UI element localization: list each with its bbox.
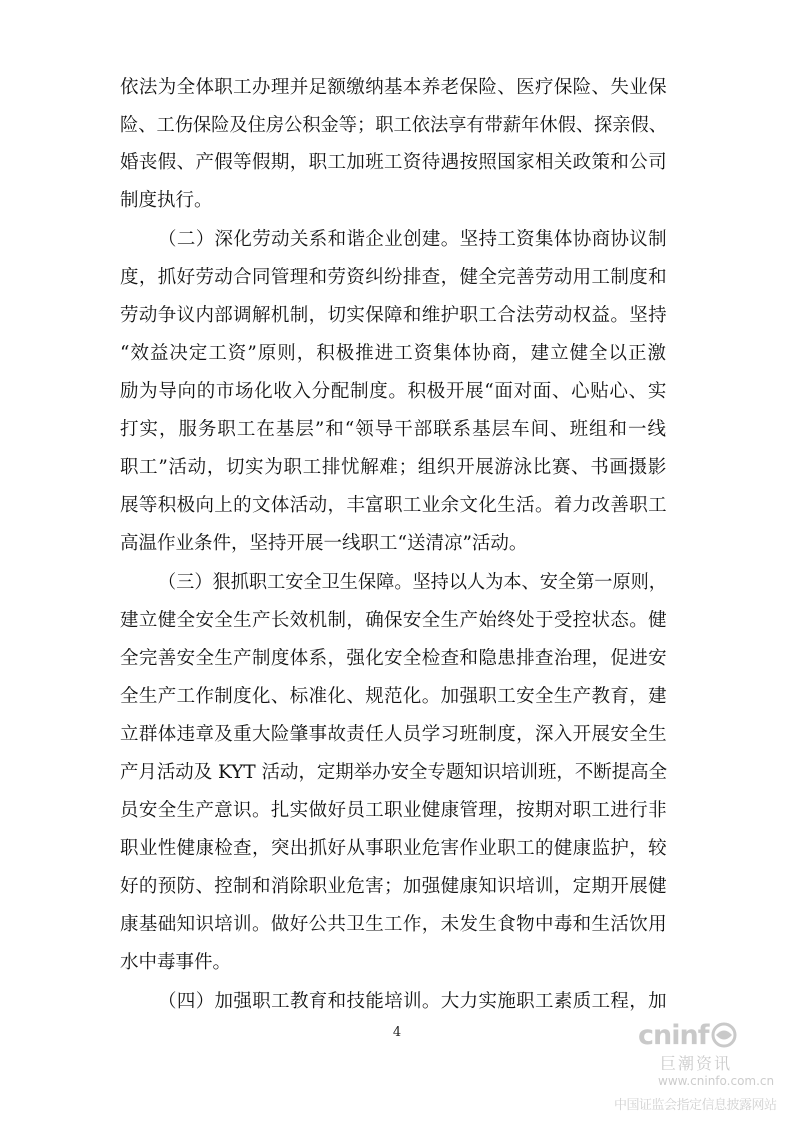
text-line	[0, 415, 793, 445]
text-line-content: 产月活动及 KYT 活动，定期举办安全专题知识培训班，不断提高全	[120, 762, 667, 783]
text-line	[0, 910, 793, 940]
cninfo-swirl-icon	[711, 1022, 737, 1048]
cninfo-watermark	[600, 1018, 790, 1118]
text-line	[0, 529, 793, 559]
text-line-content: “效益决定工资”原则，积极推进工资集体协商，建立健全以正激	[120, 343, 667, 364]
text-line	[0, 644, 793, 674]
text-line-content: 依法为全体职工办理并足额缴纳基本养老保险、医疗保险、失业保	[120, 77, 667, 98]
text-line	[0, 186, 793, 216]
watermark-url: www.cninfo.com.cn	[658, 1074, 775, 1088]
text-line-content: 制度执行。	[120, 190, 213, 211]
text-line	[0, 225, 793, 255]
text-line-content: 职业性健康检查，突出抓好从事职业危害作业职工的健康监护，较	[120, 838, 667, 859]
watermark-logo	[638, 1018, 737, 1052]
text-line-content: （二）深化劳动关系和谐企业创建。坚持工资集体协商协议制	[158, 229, 667, 250]
text-line	[0, 682, 793, 712]
text-line-content: 展等积极向上的文体活动，丰富职工业余文化生活。着力改善职工	[120, 495, 667, 516]
text-line-content: 建立健全安全生产长效机制，确保安全生产始终处于受控状态。健	[120, 610, 667, 631]
text-line-content: 劳动争议内部调解机制，切实保障和维护职工合法劳动权益。坚持	[120, 305, 667, 326]
text-line-content: 险、工伤保险及住房公积金等；职工依法享有带薪年休假、探亲假、	[120, 115, 667, 136]
text-line	[0, 263, 793, 293]
text-line	[0, 339, 793, 369]
text-line-content: 立群体违章及重大险肇事故责任人员学习班制度，深入开展安全生	[120, 724, 667, 745]
text-line-content: 高温作业条件，坚持开展一线职工“送清凉”活动。	[120, 533, 528, 554]
text-line-content: （三）狠抓职工安全卫生保障。坚持以人为本、安全第一原则，	[158, 572, 667, 593]
text-line	[0, 568, 793, 598]
text-line	[0, 606, 793, 636]
text-line	[0, 796, 793, 826]
text-line-content: 全生产工作制度化、标准化、规范化。加强职工安全生产教育，建	[120, 686, 667, 707]
page-number: 4	[392, 1025, 402, 1040]
text-line	[0, 73, 793, 103]
watermark-brand: cninf	[638, 1019, 709, 1051]
text-line	[0, 758, 793, 788]
text-line	[0, 948, 793, 978]
text-line-content: 好的预防、控制和消除职业危害；加强健康知识培训，定期开展健	[120, 876, 667, 897]
text-line	[0, 111, 793, 141]
text-line	[0, 987, 793, 1017]
text-line	[0, 872, 793, 902]
text-line	[0, 377, 793, 407]
text-line-content: 全完善安全生产制度体系，强化安全检查和隐患排查治理，促进安	[120, 648, 667, 669]
text-line	[0, 491, 793, 521]
text-line	[0, 834, 793, 864]
text-line-content: 水中毒事件。	[120, 952, 232, 973]
watermark-brand-cn: 巨潮资讯	[660, 1054, 733, 1073]
text-line-content: 职工”活动，切实为职工排忧解难；组织开展游泳比赛、书画摄影	[120, 457, 667, 478]
text-line-content: 打实，服务职工在基层”和“领导干部联系基层车间、班组和一线	[120, 419, 667, 440]
text-line-content: （四）加强职工教育和技能培训。大力实施职工素质工程，加	[158, 991, 667, 1012]
text-line-content: 度，抓好劳动合同管理和劳资纠纷排查，健全完善劳动用工制度和	[120, 267, 667, 288]
watermark-note: 中国证监会指定信息披露网站	[614, 1098, 777, 1113]
text-line	[0, 301, 793, 331]
text-line-content: 励为导向的市场化收入分配制度。积极开展“面对面、心贴心、实	[120, 381, 667, 402]
text-line	[0, 148, 793, 178]
text-line	[0, 453, 793, 483]
text-line-content: 员安全生产意识。扎实做好员工职业健康管理，按期对职工进行非	[120, 800, 667, 821]
text-line-content: 康基础知识培训。做好公共卫生工作，未发生食物中毒和生活饮用	[120, 914, 667, 935]
text-line	[0, 720, 793, 750]
text-line-content: 婚丧假、产假等假期，职工加班工资待遇按照国家相关政策和公司	[120, 152, 667, 173]
